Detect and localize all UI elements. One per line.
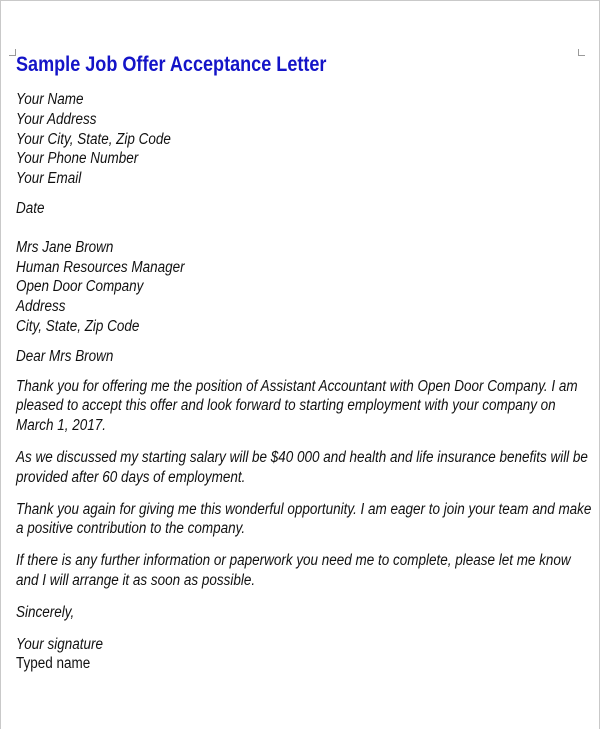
paragraph-line: provided after 60 days of employment.	[16, 468, 246, 486]
recipient-title: Human Resources Manager	[16, 258, 185, 276]
paragraph-line: pleased to accept this offer and look forward to starting employment with your company on	[16, 397, 556, 415]
paragraph-line: As we discussed my starting salary will be $40 000 and health and life insurance benefits will be	[16, 448, 588, 466]
paragraph-line: Thank you for offering me the position of Assistant Accountant with Open Door Company. I am	[16, 377, 578, 395]
paragraph-salary	[16, 448, 588, 488]
paragraph-thanks	[16, 500, 592, 540]
signature: Your signature	[16, 635, 103, 653]
letter-date: Date	[16, 199, 45, 217]
paragraph-line: a positive contribution to the company.	[16, 520, 246, 538]
recipient-company: Open Door Company	[16, 278, 144, 296]
letter-body	[16, 90, 592, 674]
sender-phone: Your Phone Number	[16, 150, 139, 168]
paragraph-line: March 1, 2017.	[16, 417, 106, 435]
paragraph-line: Thank you again for giving me this wonderful opportunity. I am eager to join your team and make	[16, 500, 592, 518]
sender-block	[16, 90, 573, 189]
left-margin-corner-mark	[9, 49, 16, 56]
sender-name: Your Name	[16, 91, 84, 108]
sender-city-state-zip: Your City, State, Zip Code	[16, 130, 171, 148]
recipient-block	[16, 238, 573, 337]
recipient-address: Address	[16, 298, 66, 316]
recipient-name: Mrs Jane Brown	[16, 238, 114, 256]
letter-title: Sample Job Offer Acceptance Letter	[16, 53, 327, 76]
sender-address: Your Address	[16, 110, 97, 128]
sender-email: Your Email	[16, 170, 82, 188]
salutation: Dear Mrs Brown	[16, 347, 114, 365]
paragraph-further-info	[16, 551, 573, 591]
paragraph-line: If there is any further information or paperwork you need me to complete, please let me know	[16, 552, 571, 570]
typed-name: Typed name	[16, 655, 91, 673]
right-margin-corner-mark	[578, 49, 585, 56]
paragraph-acceptance	[16, 377, 578, 436]
recipient-city-state-zip: City, State, Zip Code	[16, 317, 140, 335]
closing: Sincerely,	[16, 603, 75, 621]
paragraph-line: and I will arrange it as soon as possible.	[16, 571, 256, 589]
